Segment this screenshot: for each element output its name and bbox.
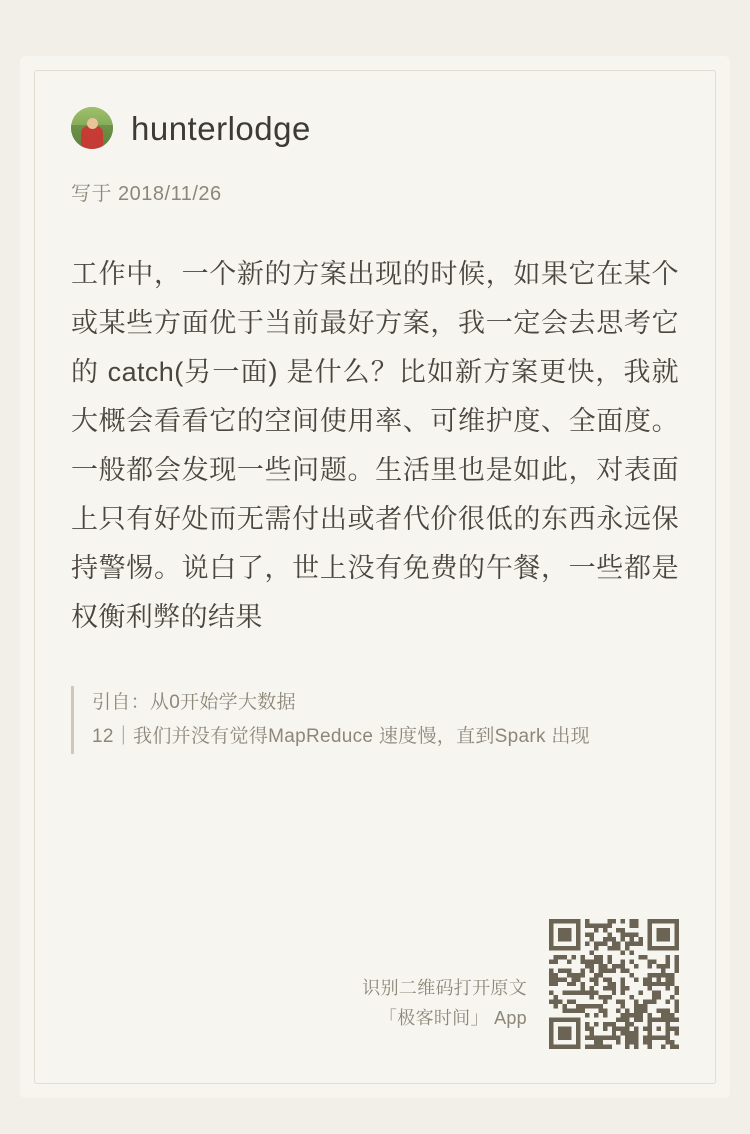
- quote-source: 引自：从0开始学大数据: [92, 692, 296, 713]
- card-content: [71, 101, 679, 1063]
- qr-code-icon[interactable]: [549, 919, 679, 1049]
- avatar-body: [81, 126, 103, 149]
- avatar: [71, 107, 113, 149]
- qr-code-svg: [549, 919, 679, 1049]
- avatar-head: [87, 118, 98, 129]
- post-body: 工作中，一个新的方案出现的时候，如果它在某个或某些方面优于当前最好方案，我一定会去思考它的 catch(另一面) 是什么？比如新方案更快，我就大概会看看它的空间使用率、可维护度、全面度。一般都会发现一些问题。生活里也是如此，对表面上只有好处而无需付出或者代价很低的东西永远保持警惕。说白了，世上没有免费的午餐，一些都是权衡利弊的结果: [71, 259, 679, 632]
- footer-line-1: 识别二维码打开原文: [362, 978, 527, 998]
- footer-line-2: 「极客时间」 App: [378, 1008, 527, 1028]
- card-inner-border: [34, 70, 716, 1084]
- author-name: hunterlodge: [131, 109, 311, 147]
- share-card: [20, 56, 730, 1098]
- quote-block: [71, 686, 679, 754]
- card-footer: [71, 899, 679, 1049]
- quote-article: 12｜我们并没有觉得MapReduce 速度慢，直到Spark 出现: [92, 726, 590, 747]
- footer-caption: [362, 973, 527, 1033]
- written-date: 写于 2018/11/26: [71, 183, 222, 205]
- author-row: [71, 101, 679, 155]
